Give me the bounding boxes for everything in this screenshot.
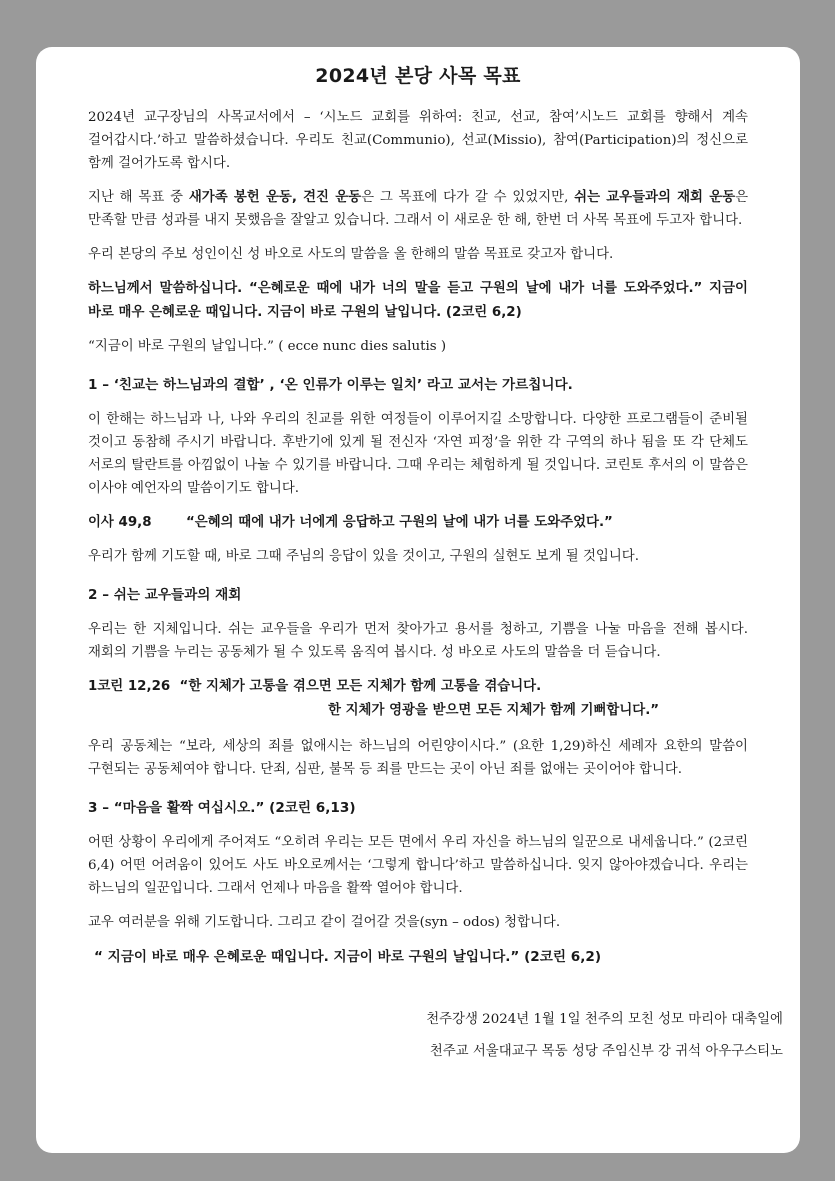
section-3-heading: 3 – “마음을 활짝 여십시오.” (2코린 6,13) — [88, 800, 356, 816]
intro-paragraph: 2024년 교구장님의 사목교서에서 – ‘시노드 교회를 위하여: 친교, 선교, 참여’시노드 교회를 향해서 계속 걸어갑시다.’하고 말씀하셨습니다. 우리도 친교(Communio), 선교(Missio), 참여(Participation)의 정신으로 함께 걸어가도록 합시다. — [88, 110, 748, 171]
review-paragraph — [88, 186, 748, 232]
review-text-3: 은 만족할 만큼 성과를 내지 못했음을 잘알고 있습니다. 그래서 이 새로운 한 해, 한번 더 사목 목표에 두고자 합니다. — [88, 190, 749, 228]
latin-quote: “지금이 바로 구원의 날입니다.” ( ecce nunc dies salutis ) — [88, 339, 447, 354]
page-title: 2024년 본당 사목 목표 — [315, 65, 521, 87]
section-2-heading: 2 – 쉬는 교우들과의 재회 — [88, 587, 242, 603]
review-highlight-1: 새가족 봉헌 운동, 견진 운동 — [188, 190, 362, 205]
section-2-verse-text-1: “한 지체가 고통을 겪으면 모든 지체가 함께 고통을 겪습니다. — [179, 679, 542, 694]
document-page — [36, 47, 800, 1153]
signature-block — [426, 1004, 783, 1068]
key-quote: 하느님께서 말씀하십니다. “은혜로운 때에 내가 너의 말을 듣고 구원의 날에 내가 너를 도와주었다.” 지금이 바로 매우 은혜로운 때입니다. 지금이 바로 구원의 날입니다. (2코린 6,2) — [88, 281, 748, 320]
section-2-verse — [88, 675, 748, 723]
section-1-body: 이 한해는 하느님과 나, 나와 우리의 친교를 위한 여정들이 이루어지길 소망합니다. 다양한 프로그램들이 준비될 것이고 동참해 주시기 바랍니다. 후반기에 있게 될 전신자 ‘자연 피정’을 위한 각 구역의 하나 됨을 또 각 단체도 서로의 탈란트를 아낌없이 나눌 수 있기를 바랍니다. 그때 우리는 체험하게 될 것입니다. 코린토 후서의 이 말씀은 이사야 예언자의 말씀이기도 합니다. — [88, 412, 748, 496]
footer-signature: 천주교 서울대교구 목동 성당 주임신부 강 귀석 아우구스티노 — [429, 1044, 783, 1059]
section-1-verse-text: “은혜의 때에 내가 너에게 응답하고 구원의 날에 내가 너를 도와주었다.” — [186, 515, 613, 530]
section-2-verse-line-2: 한 지체가 영광을 받으면 모든 지체가 함께 기뻐합니다.” — [328, 703, 660, 718]
section-2-body: 우리는 한 지체입니다. 쉬는 교우들을 우리가 먼저 찾아가고 용서를 청하고, 기쁨을 나눌 마음을 전해 봅시다. 재회의 기쁨을 누리는 공동체가 될 수 있도록 움직여 봅시다. 성 바오로 사도의 말씀을 더 듣습니다. — [88, 622, 748, 660]
footer-date-line: 천주강생 2024년 1월 1일 천주의 모친 성모 마리아 대축일에 — [426, 1012, 783, 1027]
section-1-after: 우리가 함께 기도할 때, 바로 그때 주님의 응답이 있을 것이고, 구원의 실현도 보게 될 것입니다. — [88, 549, 639, 564]
section-3-body: 어떤 상황이 우리에게 주어져도 “오히려 우리는 모든 면에서 우리 자신을 하느님의 일꾼으로 내세웁니다.” (2코린 6,4) 어떤 어려움이 있어도 사도 바오로께서는 ‘그렇게 합니다’하고 말씀하십니다. 잊지 않아야겠습니다. 우리는 하느님의 일꾼입니다. 그래서 언제나 마음을 활짝 열어야 합니다. — [88, 835, 748, 896]
patron-paragraph: 우리 본당의 주보 성인이신 성 바오로 사도의 말씀을 올 한해의 말씀 목표로 갖고자 합니다. — [88, 247, 614, 262]
section-2-verse-line-1 — [88, 675, 748, 699]
review-text-1: 지난 해 목표 중 — [88, 190, 189, 205]
section-3-prayer: 교우 여러분을 위해 기도합니다. 그리고 같이 걸어갈 것을(syn – odos) 청합니다. — [88, 915, 561, 930]
section-2-after: 우리 공동체는 “보라, 세상의 죄를 없애시는 하느님의 어린양이시다.” (요한 1,29)하신 세례자 요한의 말씀이 구현되는 공동체여야 합니다. 단죄, 심판, 불목 등 죄를 만드는 곳이 아닌 죄를 없애는 곳이어야 합니다. — [88, 739, 748, 777]
section-1-heading: 1 – ‘친교는 하느님과의 결합’ , ‘온 인류가 이루는 일치’ 라고 교서는 가르칩니다. — [88, 377, 573, 393]
section-1-verse — [88, 511, 748, 535]
section-2-verse-ref: 1코린 12,26 — [88, 679, 171, 694]
review-highlight-2: 쉬는 교우들과의 재회 운동 — [574, 190, 736, 205]
final-quote: “ 지금이 바로 매우 은혜로운 때입니다. 지금이 바로 구원의 날입니다.” (2코린 6,2) — [94, 949, 602, 965]
review-text-2: 은 그 목표에 다가 갈 수 있었지만, — [361, 190, 575, 205]
section-1-verse-ref: 이사 49,8 — [88, 515, 152, 530]
